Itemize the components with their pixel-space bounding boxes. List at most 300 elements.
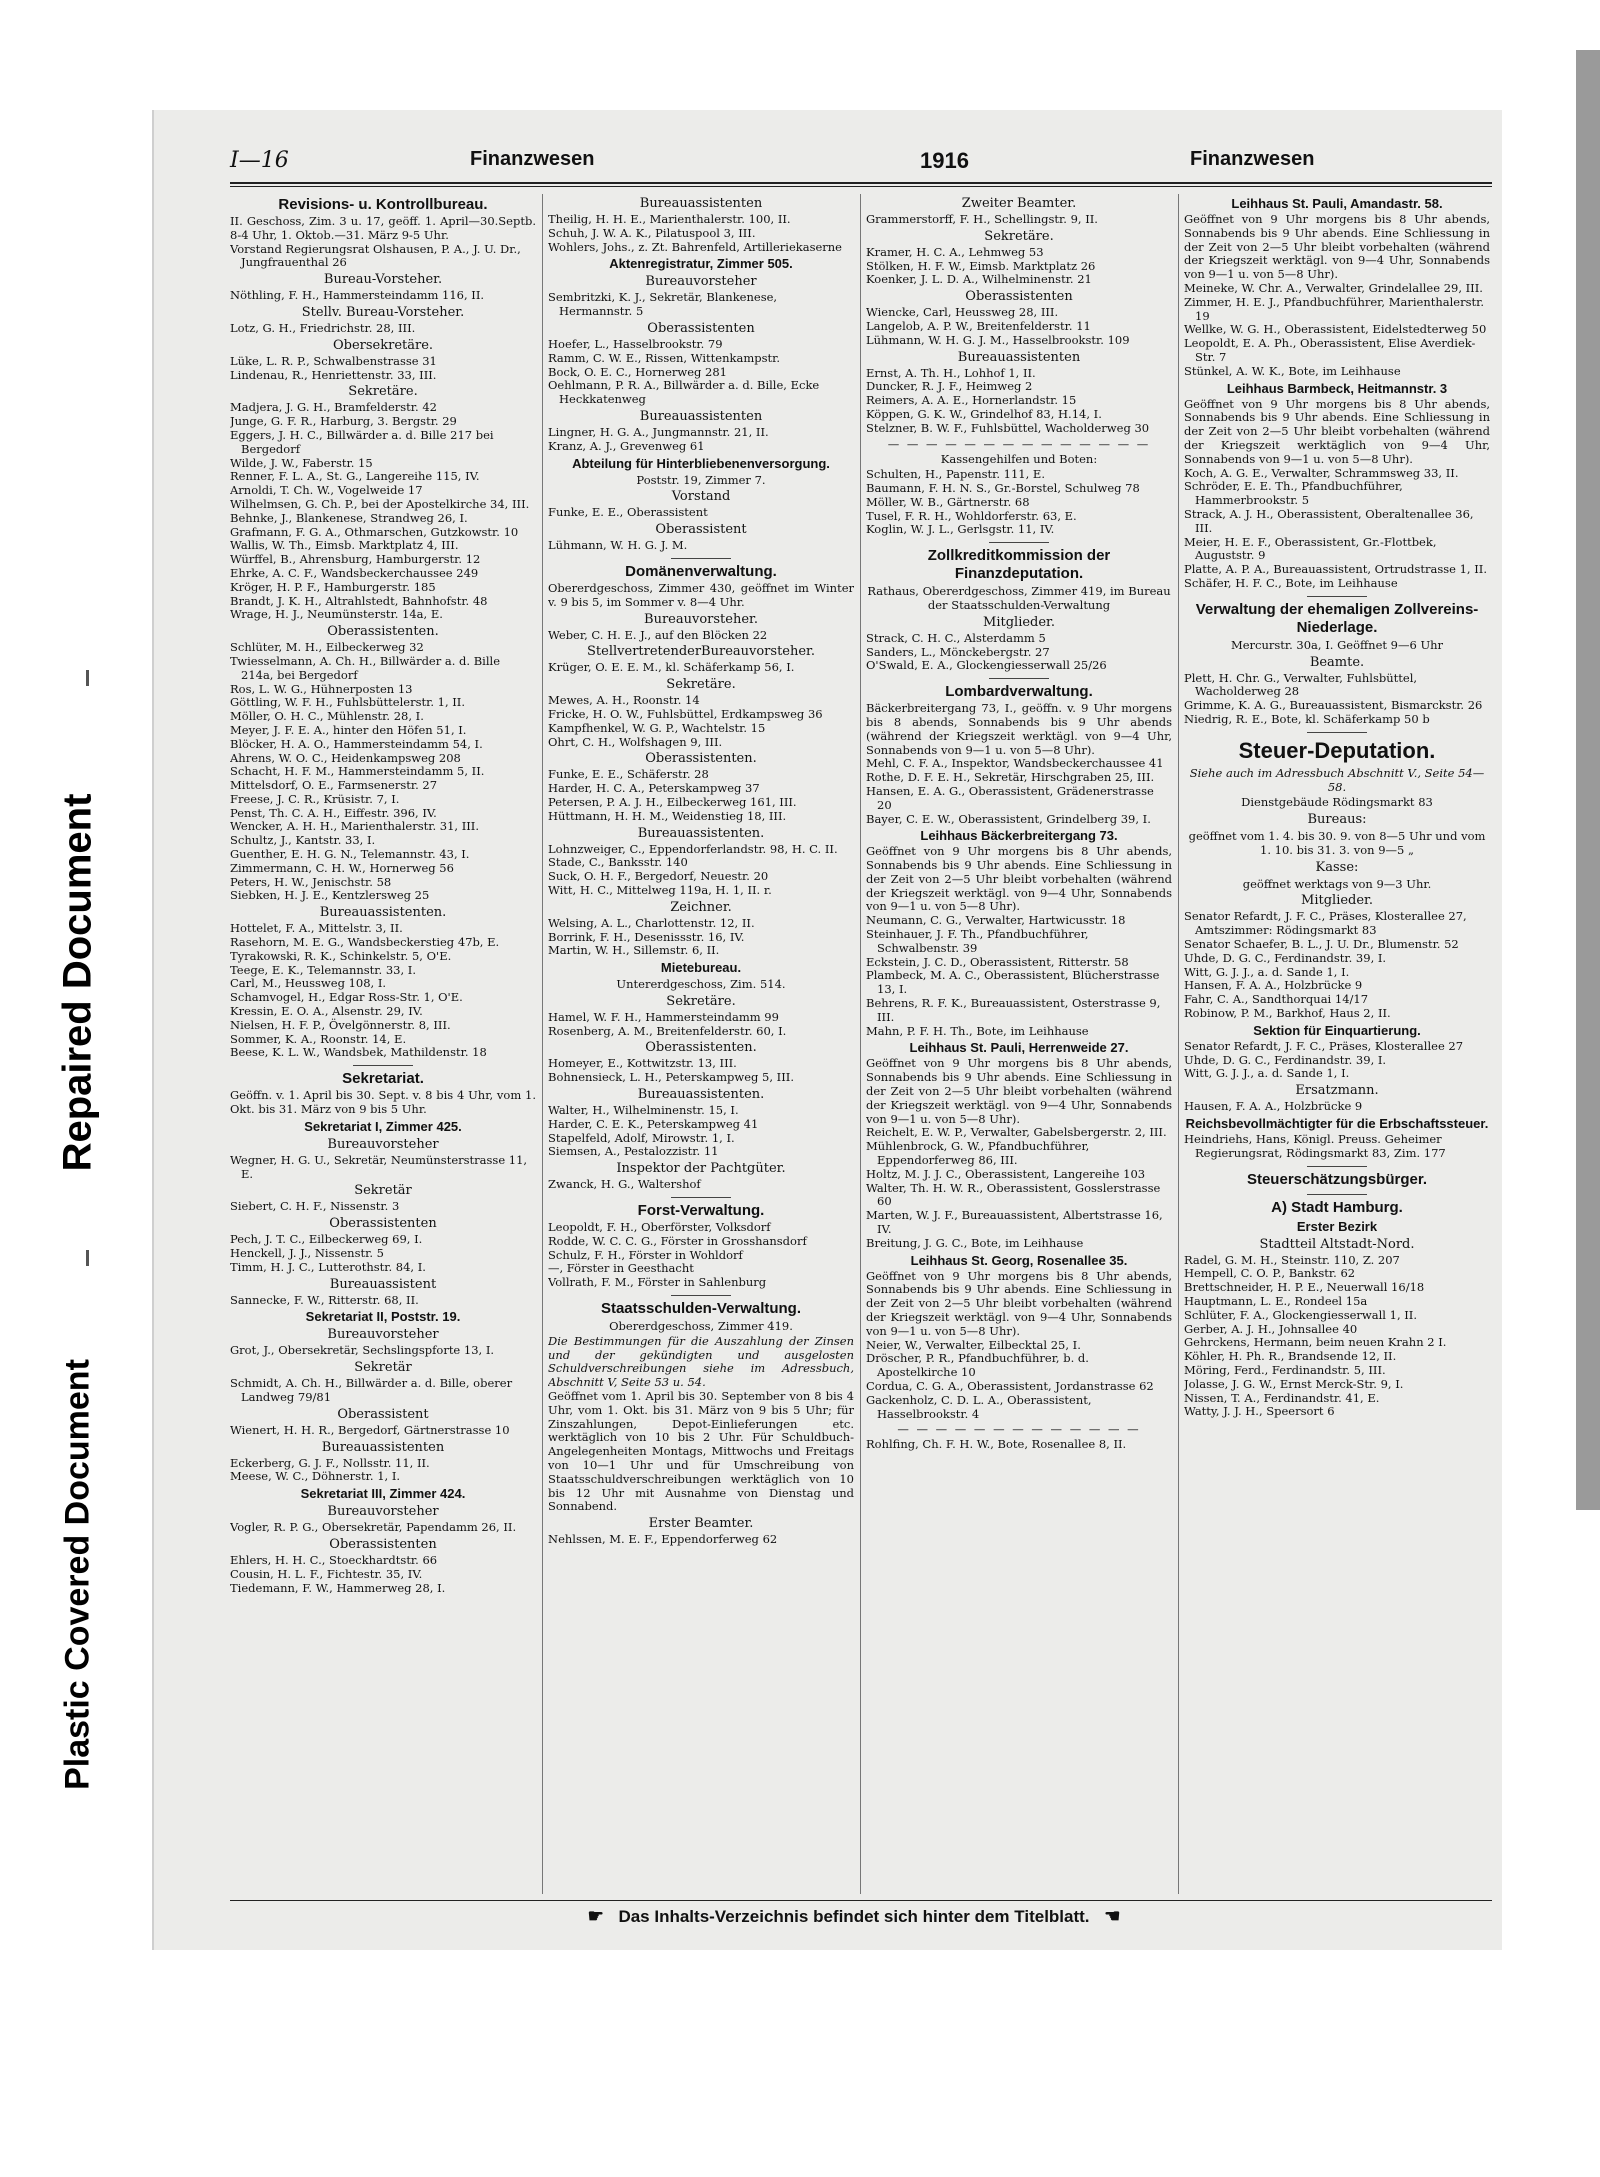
directory-entry: Lindenau, R., Henriettenstr. 33, III.	[230, 367, 437, 382]
section-heading: Zollkreditkommission der Finanzdeputation.	[927, 547, 1111, 583]
directory-entry: Fahr, C. A., Sandthorquai 14/17	[1184, 992, 1369, 1007]
section-heading: Domänenverwaltung.	[625, 562, 777, 580]
directory-entry: Fricke, H. O. W., Fuhlsbüttel, Erdkampsweg 36	[548, 706, 823, 721]
footer-rule	[230, 1900, 1492, 1901]
directory-entry: Kröger, H. P. F., Hamburgerstr. 185	[230, 579, 436, 594]
info-line: Obererdgeschoss, Zimmer 419.	[609, 1319, 793, 1334]
section-divider	[671, 558, 731, 559]
section-divider	[1307, 732, 1367, 733]
directory-entry: Hansen, F. A. A., Holzbrücke 9	[1184, 978, 1363, 993]
role-heading: Bureauvorsteher.	[644, 611, 758, 627]
role-heading: Zeichner.	[670, 899, 732, 915]
directory-entry: Oehlmann, P. R. A., Billwärder a. d. Bille, Ecke Heckkatenweg	[548, 378, 820, 407]
directory-entry: Mittelsdorf, O. E., Farmsenerstr. 27	[230, 778, 438, 793]
directory-entry: Schröder, E. E. Th., Pfandbuchführer, Hammerbrookstr. 5	[1184, 479, 1403, 508]
directory-entry: Hottelet, F. A., Mittelstr. 3, II.	[230, 921, 403, 936]
directory-entry: Platte, A. P. A., Bureauassistent, Ortrudstrasse 1, II.	[1184, 562, 1487, 577]
archive-labels	[0, 0, 150, 2177]
directory-entry: Zimmermann, C. H. W., Hornerweg 56	[230, 860, 454, 875]
notice-text: Geöffnet von 9 Uhr morgens bis 8 Uhr abends, Sonnabends bis 9 Uhr abends. Eine Schliessung in der Zeit von 2—5 Uhr bleibt vorbehalten (während der Kriegszeit werktäglich von 9—4 Uhr, Sonnabends von 9—1 u. von 5—8 Uhr).	[1184, 396, 1490, 466]
directory-entry: Steinhauer, J. F. Th., Pfandbuchführer, Schwalbenstr. 39	[866, 927, 1089, 955]
role-heading: Sekretäre.	[348, 384, 418, 400]
directory-entry: Stelzner, B. W. F., Fuhlsbüttel, Wacholderweg 30	[866, 420, 1150, 435]
role-heading: Stellv. Bureau-Vorsteher.	[301, 304, 465, 320]
directory-entry: Lühmann, W. H. G. J. M., Hasselbrookstr. 109	[866, 332, 1130, 347]
directory-entry: Mehl, C. F. A., Inspektor, Wandsbeckerchaussee 41	[866, 756, 1164, 771]
directory-entry: Möller, W. B., Gärtnerstr. 68	[866, 494, 1030, 509]
directory-entry: Junge, G. F. R., Harburg, 3. Bergstr. 29	[230, 414, 457, 429]
directory-entry: Plambeck, M. A. C., Oberassistent, Blücherstrasse 13, I.	[866, 968, 1160, 997]
directory-entry: Siebken, H. J. E., Kentzlersweg 25	[230, 888, 430, 903]
header-rule-thin	[230, 186, 1492, 187]
directory-entry: Schlüter, F. A., Glockengiesserwall 1, II.	[1184, 1307, 1417, 1322]
notice-text: Geöffnet von 9 Uhr morgens bis 8 Uhr abends, Sonnabends bis 9 Uhr abends. Eine Schliessung in der Zeit von 2—5 Uhr bleibt vorbehalten (während der Kriegszeit werktägl. von 9—4 Uhr, Sonnabends von 9—1 u. von 5—8 Uhr).	[866, 1056, 1172, 1126]
directory-entry: Würffel, B., Ahrensburg, Hamburgerstr. 12	[230, 552, 481, 567]
section-divider	[1307, 1166, 1367, 1167]
directory-entry: Mahn, P. F. H. Th., Bote, im Leihhause	[866, 1023, 1089, 1038]
role-heading: Bureauassistenten.	[637, 825, 765, 841]
notice-text: Geöffnet von 9 Uhr morgens bis 8 Uhr abends, Sonnabends bis 9 Uhr abends. Eine Schliessung in der Zeit von 2—5 Uhr bleibt vorbehalten (während der Kriegszeit werktägl. von 9—4 Uhr, Sonnabends von 9—1 u. von 5—8 Uhr).	[866, 844, 1172, 914]
directory-entry: Senator Refardt, J. F. C., Präses, Klosterallee 27	[1184, 1038, 1464, 1053]
role-heading: Sekretär	[354, 1183, 412, 1199]
directory-entry: Rothe, D. F. E. H., Sekretär, Hirschgraben 25, III.	[866, 770, 1155, 785]
subsection-heading: Leihhaus St. Pauli, Amandastr. 58.	[1231, 196, 1443, 211]
role-heading: Oberassistenten	[329, 1536, 437, 1552]
directory-entry: Weber, C. H. E. J., auf den Blöcken 22	[548, 627, 768, 642]
directory-entry: Tiedemann, F. W., Hammerweg 28, I.	[230, 1580, 446, 1595]
directory-entry: Hüttmann, H. H. M., Weidenstieg 18, III.	[548, 808, 787, 823]
directory-entry: Rohlfing, Ch. F. H. W., Bote, Rosenallee 8, II.	[866, 1437, 1127, 1452]
directory-entry: Reimers, A. A. E., Hornerlandstr. 15	[866, 393, 1077, 408]
directory-entry: Duncker, R. J. F., Heimweg 2	[866, 379, 1033, 394]
directory-entry: Schulz, F. H., Förster in Wohldorf	[548, 1247, 743, 1262]
subsection-heading: Sektion für Einquartierung.	[1253, 1022, 1421, 1038]
directory-entry: Theilig, H. H. E., Marienthalerstr. 100, II.	[548, 212, 791, 226]
subsection-heading: Aktenregistratur, Zimmer 505.	[609, 256, 793, 272]
directory-entry: Freese, J. C. R., Krüsistr. 7, I.	[230, 791, 400, 806]
directory-entry: Gehrckens, Hermann, beim neuen Krahn 2 I.	[1184, 1335, 1447, 1350]
subsection-heading: Leihhaus Bäckerbreitergang 73.	[920, 828, 1118, 844]
notice-text: II. Geschoss, Zim. 3 u. 17, geöff. 1. April—30.Septb. 8-4 Uhr, 1. Oktob.—31. März 9-5 Uhr.	[230, 214, 536, 242]
directory-entry: Lingner, H. G. A., Jungmannstr. 21, II.	[548, 424, 769, 439]
column-4	[1184, 194, 1490, 1894]
directory-entry: Brandt, J. K. H., Altrahlstedt, Bahnhofstr. 48	[230, 593, 488, 608]
directory-entry: Stünkel, A. W. K., Bote, im Leihhause	[1184, 363, 1401, 378]
directory-entry: Holtz, M. J. J. C., Oberassistent, Langereihe 103	[866, 1166, 1146, 1181]
subsection-heading: Leihhaus St. Georg, Rosenallee 35.	[910, 1252, 1128, 1268]
role-heading: Vorstand	[671, 489, 731, 505]
role-heading: Sekretär	[354, 1360, 412, 1376]
running-header	[230, 148, 1480, 182]
pointing-hand-icon: ☛	[587, 1906, 604, 1926]
section-divider	[989, 542, 1049, 543]
directory-entry: Harder, C. E. K., Peterskampweg 41	[548, 1116, 759, 1131]
directory-entry: Ohrt, C. H., Wolfshagen 9, III.	[548, 734, 723, 749]
directory-entry: Dröscher, P. R., Pfandbuchführer, b. d. Apostelkirche 10	[866, 1351, 1089, 1380]
section-title-right: Finanzwesen	[1190, 148, 1315, 170]
directory-page	[152, 110, 1502, 1950]
section-heading: Sekretariat.	[342, 1070, 424, 1088]
directory-entry: Reichelt, E. W. P., Verwalter, Gabelsbergerstr. 2, III.	[866, 1125, 1167, 1140]
directory-entry: Peters, H. W., Jenischstr. 58	[230, 874, 392, 889]
directory-entry: Ehrke, A. C. F., Wandsbeckerchaussee 249	[230, 565, 479, 580]
directory-entry: Uhde, D. G. C., Ferdinandstr. 39, I.	[1184, 950, 1387, 965]
role-heading: Oberassistent	[655, 522, 747, 538]
info-line: geöffnet werktags von 9—3 Uhr.	[1242, 876, 1432, 891]
directory-entry: Zwanck, H. G., Waltershof	[548, 1177, 701, 1192]
directory-entry: Leopoldt, E. A. Ph., Oberassistent, Elise Averdiek-Str. 7	[1184, 336, 1476, 364]
section-divider	[353, 1065, 413, 1066]
role-heading: Mitglieder.	[1301, 893, 1373, 909]
directory-entry: Henckell, J. J., Nissenstr. 5	[230, 1246, 384, 1261]
directory-entry: Wienert, H. H. R., Bergedorf, Gärtnerstrasse 10	[230, 1422, 510, 1437]
scan-edge-strip	[1576, 50, 1600, 1510]
directory-entry: Suck, O. H. F., Bergedorf, Neuestr. 20	[548, 869, 769, 884]
directory-entry: Nöthling, F. H., Hammersteindamm 116, II.	[230, 288, 485, 303]
directory-entry: Witt, G. J. J., a. d. Sande 1, I.	[1184, 964, 1350, 979]
role-heading: Obersekretäre.	[332, 337, 434, 353]
directory-entry: Gackenholz, C. D. L. A., Oberassistent, Hasselbrookstr. 4	[866, 1392, 1092, 1421]
column-3	[866, 194, 1172, 1894]
directory-entry: Neier, W., Verwalter, Eilbecktal 25, I.	[866, 1337, 1081, 1352]
directory-entry: Wiencke, Carl, Heussweg 28, III.	[866, 305, 1059, 320]
role-heading: Zweiter Beamter.	[961, 196, 1077, 211]
directory-entry: Jolasse, J. G. W., Ernst Merck-Str. 9, I.	[1184, 1376, 1404, 1391]
separator: — — — — — — — — — — — — — —	[887, 436, 1151, 451]
directory-entry: Ernst, A. Th. H., Lohhof 1, II.	[866, 365, 1036, 380]
role-heading: Sekretäre.	[666, 993, 736, 1009]
directory-entry: Hoefer, L., Hasselbrookstr. 79	[548, 336, 723, 351]
role-heading: Bureauassistenten	[321, 1439, 445, 1455]
directory-entry: Vogler, R. P. G., Obersekretär, Papendamm 26, II.	[230, 1520, 517, 1535]
directory-entry: Schacht, H. F. M., Hammersteindamm 5, II.	[230, 764, 485, 779]
directory-entry: Lotz, G. H., Friedrichstr. 28, III.	[230, 320, 416, 335]
directory-entry: Gerber, A. J. H., Johnsallee 40	[1184, 1321, 1358, 1336]
subsection-heading: Reichsbevollmächtigter für die Erbschaftssteuer.	[1185, 1116, 1489, 1132]
info-line: Untererdgeschoss, Zim. 514.	[616, 977, 786, 992]
role-heading: Bureauvorsteher	[327, 1504, 439, 1520]
directory-entry: Lüke, L. R. P., Schwalbenstrasse 31	[230, 353, 437, 368]
directory-entry: Möring, Ferd., Ferdinandstr. 5, III.	[1184, 1363, 1386, 1378]
directory-entry: Arnoldi, T. Ch. W., Vogelweide 17	[230, 483, 423, 498]
directory-entry: Meineke, W. Chr. A., Verwalter, Grindelallee 29, III.	[1184, 280, 1483, 295]
directory-entry: Wilde, J. W., Faberstr. 15	[230, 455, 373, 470]
directory-entry: Sanders, L., Mönckebergstr. 27	[866, 644, 1050, 659]
role-heading: Oberassistenten	[329, 1216, 437, 1232]
directory-entry: Koglin, W. J. L., Gerlsgstr. 11, IV.	[866, 522, 1055, 537]
directory-entry: Stölken, H. F. W., Eimsb. Marktplatz 26	[866, 258, 1096, 273]
role-heading: Sekretäre.	[984, 228, 1054, 244]
directory-entry: Stade, C., Banksstr. 140	[548, 855, 688, 870]
directory-entry: Radel, G. M. H., Steinstr. 110, Z. 207	[1184, 1252, 1400, 1267]
directory-entry: Penst, Th. C. A. H., Eiffestr. 396, IV.	[230, 805, 437, 820]
directory-entry: Meier, H. E. F., Oberassistent, Gr.-Flottbek, Auguststr. 9	[1184, 534, 1437, 563]
reference-note: Die Bestimmungen für die Auszahlung der Zinsen und der gekündigten und ausgelosten Schuldverschreibungen siehe im Adressbuch, Abschnitt V, Seite 53 u. 54.	[548, 1333, 854, 1390]
section-heading: Forst-Verwaltung.	[637, 1202, 765, 1220]
directory-entry: Lühmann, W. H. G. J. M.	[548, 538, 688, 553]
directory-entry: Krüger, O. E. E. M., kl. Schäferkamp 56, I.	[548, 660, 795, 675]
column-2	[548, 194, 854, 1894]
directory-entry: Hamel, W. F. H., Hammersteindamm 99	[548, 1009, 779, 1024]
subsection-heading: Leihhaus St. Pauli, Herrenweide 27.	[909, 1040, 1129, 1056]
section-heading: Staatsschulden-Verwaltung.	[600, 1300, 802, 1318]
directory-entry: Stapelfeld, Adolf, Mirowstr. 1, I.	[548, 1130, 735, 1145]
directory-entry: Schulten, H., Papenstr. 111, E.	[866, 467, 1045, 482]
directory-entry: Eggers, J. H. C., Billwärder a. d. Bille 217 bei Bergedorf	[230, 427, 494, 456]
directory-entry: Wellke, W. G. H., Oberassistent, Eidelstedterweg 50	[1184, 322, 1487, 337]
subsection-heading: Sekretariat III, Zimmer 424.	[300, 1486, 466, 1502]
role-heading: Oberassistent	[337, 1406, 429, 1422]
directory-entry: Walter, Th. H. W. R., Oberassistent, Gosslerstrasse 60	[866, 1180, 1161, 1209]
directory-entry: Hempell, C. O. P., Bankstr. 62	[1184, 1266, 1356, 1281]
role-heading: Mitglieder.	[983, 614, 1055, 630]
directory-entry: O'Swald, E. A., Glockengiesserwall 25/26	[866, 658, 1107, 673]
directory-entry: Rosenberg, A. M., Breitenfelderstr. 60, I.	[548, 1023, 787, 1038]
directory-entry: Möller, O. H. C., Mühlenstr. 28, I.	[230, 709, 424, 724]
plastic-covered-label: Plastic Covered Document	[58, 1359, 97, 1790]
directory-entry: Cousin, H. L. F., Fichtestr. 35, IV.	[230, 1566, 423, 1581]
directory-entry: Twiesselmann, A. Ch. H., Billwärder a. d. Bille 214a, bei Bergedorf	[230, 653, 501, 682]
role-heading: Bureauassistenten	[957, 349, 1081, 365]
directory-entry: Sommer, K. A., Roonstr. 14, E.	[230, 1031, 407, 1046]
directory-entry: Siebert, C. H. F., Nissenstr. 3	[230, 1199, 400, 1214]
directory-entry: Ehlers, H. H. C., Stoeckhardtstr. 66	[230, 1552, 438, 1567]
directory-entry: Ros, L. W. G., Hühnerposten 13	[230, 681, 413, 696]
separator: — — — — — — — — — — — — —	[897, 1422, 1141, 1437]
directory-entry: Grimme, K. A. G., Bureauassistent, Bismarckstr. 26	[1184, 698, 1483, 713]
section-heading: Steuerschätzungsbürger.	[1246, 1170, 1428, 1188]
footer-text: Das Inhalts-Verzeichnis befindet sich hinter dem Titelblatt.	[618, 1907, 1090, 1926]
subsection-heading: Mietebureau.	[660, 960, 742, 976]
major-heading: Steuer-Deputation.	[1238, 737, 1436, 763]
directory-entry: Beese, K. L. W., Wandsbek, Mathildenstr. 18	[230, 1045, 487, 1060]
directory-entry: Schuh, J. W. A. K., Pilatuspool 3, III.	[548, 225, 756, 240]
tick-mark	[86, 1250, 89, 1266]
directory-entry: Blöcker, H. A. O., Hammersteindamm 54, I.	[230, 736, 483, 751]
directory-entry: Strack, A. J. H., Oberassistent, Oberaltenallee 36, III.	[1184, 506, 1474, 535]
role-heading: Oberassistenten	[965, 289, 1073, 305]
page-number: I—16	[230, 148, 289, 173]
info-line: Poststr. 19, Zimmer 7.	[636, 472, 766, 487]
subsection-heading: Leihhaus Barmbeck, Heitmannstr. 3	[1226, 380, 1448, 396]
directory-entry: Rasehorn, M. E. G., Wandsbeckerstieg 47b, E.	[230, 935, 500, 950]
directory-entry: Bohnensieck, L. H., Peterskampweg 5, III.	[548, 1070, 794, 1085]
directory-entry: Teege, E. K., Telemannstr. 33, I.	[230, 962, 416, 977]
directory-entry: Plett, H. Chr. G., Verwalter, Fuhlsbüttel, Wacholderweg 28	[1184, 670, 1418, 699]
role-heading: Bureauassistenten	[639, 196, 763, 211]
directory-entry: Strack, C. H. C., Alsterdamm 5	[866, 630, 1046, 645]
directory-entry: Rodde, W. C. C. G., Förster in Grosshansdorf	[548, 1233, 807, 1248]
directory-entry: Meyer, J. F. E. A., hinter den Höfen 51, I.	[230, 722, 467, 737]
year: 1916	[920, 148, 969, 173]
role-heading: Bureauvorsteher	[327, 1327, 439, 1343]
column-divider	[860, 194, 861, 1894]
subsection-heading: Erster Bezirk	[1296, 1218, 1378, 1234]
notice-text: Geöffn. v. 1. April bis 30. Sept. v. 8 bis 4 Uhr, vom 1. Okt. bis 31. März von 9 bis 5 Uhr.	[230, 1088, 536, 1117]
directory-entry: Brettschneider, H. P. E., Neuerwall 16/18	[1184, 1280, 1425, 1295]
role-heading: Bureau-Vorsteher.	[323, 272, 443, 288]
directory-entry: Langelob, A. P. W., Breitenfelderstr. 11	[866, 318, 1091, 333]
directory-entry: Wegner, H. G. U., Sekretär, Neumünsterstrasse 11, E.	[230, 1152, 528, 1181]
directory-entry: Bock, O. E. C., Hornerweg 281	[548, 364, 727, 379]
directory-entry: Zimmer, H. E. J., Pfandbuchführer, Marienthalerstr. 19	[1184, 294, 1485, 323]
directory-entry: Renner, F. L. A., St. G., Langereihe 115, IV.	[230, 469, 480, 484]
role-heading: Ersatzmann.	[1295, 1083, 1379, 1099]
directory-entry: Mühlenbrock, G. W., Pfandbuchführer, Eppendorferweg 86, III.	[866, 1139, 1090, 1168]
role-heading: Oberassistenten.	[645, 1040, 757, 1056]
directory-entry: Sannecke, F. W., Ritterstr. 68, II.	[230, 1292, 419, 1307]
directory-entry: Schmidt, A. Ch. H., Billwärder a. d. Bille, oberer Landweg 79/81	[230, 1376, 513, 1404]
directory-entry: Wrage, H. J., Neumünsterstr. 14a, E.	[230, 607, 443, 622]
directory-entry: Borrink, F. H., Desenissstr. 16, IV.	[548, 929, 745, 944]
reference-note: Siehe auch im Adressbuch Abschnitt V., Seite 54—58.	[1189, 765, 1485, 794]
directory-entry: Homeyer, E., Kottwitzstr. 13, III.	[548, 1056, 737, 1071]
directory-entry: Senator Refardt, J. F. C., Präses, Klosterallee 27, Amtszimmer: Rödingsmarkt 83	[1184, 909, 1467, 938]
directory-entry: Schamvogel, H., Edgar Ross-Str. 1, O'E.	[230, 990, 463, 1005]
directory-entry: Kramer, H. C. A., Lehmweg 53	[866, 244, 1044, 259]
section-divider	[989, 678, 1049, 679]
directory-entry: Hausen, F. A. A., Holzbrücke 9	[1184, 1099, 1363, 1114]
subsection-heading: Sekretariat II, Poststr. 19.	[305, 1309, 461, 1325]
info-line: Rathaus, Obererdgeschoss, Zimmer 419, im Bureau der Staatsschulden-Verwaltung	[867, 584, 1171, 612]
directory-entry: Ramm, C. W. E., Rissen, Wittenkampstr.	[548, 350, 780, 365]
notice-text: Geöffnet vom 1. April bis 30. September von 8 bis 4 Uhr, vom 1. Okt. bis 31. März von 9 bis 5 Uhr; für Zinszahlungen, Depot-Einlieferungen etc. werktäglich von 10 bis 2 Uhr. Für Schuldbuch-Angelegenheiten Montags, Mittwochs und Freitags von 10—1 Uhr und für Umschreibung von Staatsschuldverschreibungen werktäglich von 10 bis 12 Uhr mit Ausnahme von Dienstag und Sonnabend.	[548, 1389, 854, 1514]
role-heading: Bureauassistenten	[639, 408, 763, 424]
directory-entry: Heindriehs, Hans, Königl. Preuss. Geheimer Regierungsrat, Rödingsmarkt 83, Zim. 177	[1184, 1132, 1446, 1160]
role-heading: Inspektor der Pachtgüter.	[616, 1161, 786, 1177]
section-heading: Revisions- u. Kontrollbureau.	[278, 196, 488, 213]
directory-entry: Mewes, A. H., Roonstr. 14	[548, 693, 700, 708]
directory-entry: Ahrens, W. O. C., Heidenkampsweg 208	[230, 750, 461, 765]
section-divider	[671, 1197, 731, 1198]
directory-entry: Vollrath, F. M., Förster in Sahlenburg	[548, 1275, 767, 1290]
directory-entry: Grot, J., Obersekretär, Sechslingspforte 13, I.	[230, 1343, 495, 1358]
directory-entry: Lohnzweiger, C., Eppendorferlandstr. 98, H. C. II.	[548, 841, 838, 856]
notice-text: Bäckerbreitergang 73, I., geöffn. v. 9 Uhr morgens bis 8 abends, Sonnabends bis 9 Uhr abends (während der Kriegszeit werktägl. von 9—4 Uhr, Sonnabends von 9—1 u. von 5—8 Uhr).	[866, 701, 1172, 757]
directory-entry: Petersen, P. A. J. H., Eilbeckerweg 161, III.	[548, 794, 797, 809]
directory-entry: Nehlssen, M. E. F., Eppendorferweg 62	[548, 1532, 778, 1547]
notice-text: Geöffnet von 9 Uhr morgens bis 8 Uhr abends, Sonnabends bis 9 Uhr abends. Eine Schliessung in der Zeit von 2—5 Uhr bleibt vorbehalten (während der Kriegszeit werktägl. von 9—4 Uhr, Sonnabends von 9—1 u. von 5—8 Uhr).	[866, 1268, 1172, 1338]
subsection-heading: Abteilung für Hinterbliebenenversorgung.	[572, 455, 830, 471]
directory-entry: Köppen, G. K. W., Grindelhof 83, H.14, I.	[866, 406, 1102, 421]
role-heading: Bureauassistent	[329, 1276, 437, 1292]
directory-entry: Guenther, E. H. G. N., Telemannstr. 43, I.	[230, 847, 470, 862]
directory-entry: Carl, M., Heussweg 108, I.	[230, 976, 387, 991]
directory-entry: Bayer, C. E. W., Oberassistent, Grindelberg 39, I.	[866, 811, 1151, 826]
pointing-hand-icon: ☚	[1104, 1906, 1121, 1926]
directory-entry: Robinow, P. M., Barkhof, Haus 2, II.	[1184, 1006, 1391, 1021]
role-heading: Kasse:	[1315, 859, 1359, 875]
role-heading: Erster Beamter.	[648, 1516, 754, 1532]
directory-entry: Meese, W. C., Döhnerstr. 1, I.	[230, 1469, 401, 1484]
directory-entry: Harder, H. C. A., Peterskampweg 37	[548, 781, 760, 796]
role-heading: Sekretäre.	[666, 677, 736, 693]
directory-entry: Breitung, J. G. C., Bote, im Leihhause	[866, 1235, 1084, 1250]
section-heading: Lombardverwaltung.	[945, 683, 1093, 701]
directory-entry: Kampfhenkel, W. G. P., Wachtelstr. 15	[548, 720, 766, 735]
directory-entry: Tyrakowski, R. K., Schinkelstr. 5, O'E.	[230, 948, 452, 963]
role-heading: Oberassistenten	[647, 320, 755, 336]
directory-entry: Madjera, J. G. H., Bramfelderstr. 42	[230, 400, 437, 415]
info-line: Dienstgebäude Rödingsmarkt 83	[1241, 795, 1433, 810]
section-divider	[1307, 596, 1367, 597]
directory-entry: Nissen, T. A., Ferdinandstr. 41, E.	[1184, 1390, 1380, 1405]
subsection-heading: Sekretariat I, Zimmer 425.	[304, 1118, 462, 1134]
directory-entry: Senator Schaefer, B. L., J. U. Dr., Blumenstr. 52	[1184, 937, 1459, 952]
section-divider	[1307, 1194, 1367, 1195]
info-line: Kassengehilfen und Boten:	[940, 452, 1098, 467]
notice-text: Obererdgeschoss, Zimmer 430, geöffnet im Winter v. 9 bis 5, im Sommer v. 8—4 Uhr.	[548, 580, 854, 609]
role-heading: Bureauvorsteher	[327, 1136, 439, 1152]
section-heading: A) Stadt Hamburg.	[1271, 1198, 1403, 1216]
role-heading: Beamte.	[1309, 654, 1365, 670]
directory-entry: Kranz, A. J., Grevenweg 61	[548, 438, 705, 453]
directory-entry: Behnke, J., Blankenese, Strandweg 26, I.	[230, 510, 468, 525]
directory-entry: Cordua, C. G. A., Oberassistent, Jordanstrasse 62	[866, 1378, 1154, 1393]
directory-entry: Welsing, A. L., Charlottenstr. 12, II.	[548, 915, 755, 930]
role-heading: Bureaus:	[1307, 812, 1367, 828]
role-heading: Bureauassistenten.	[319, 905, 447, 921]
role-heading: Bureauvorsteher	[645, 274, 757, 290]
directory-entry: Schultz, J., Kantstr. 33, I.	[230, 833, 376, 848]
directory-entry: Schlüter, M. H., Eilbeckerweg 32	[230, 640, 424, 655]
role-heading: Oberassistenten.	[327, 624, 439, 640]
directory-entry: Timm, H. J. C., Lutterothstr. 84, I.	[230, 1259, 426, 1274]
role-heading: Oberassistenten.	[645, 751, 757, 767]
directory-entry: Hansen, E. A. G., Oberassistent, Grädenerstrasse 20	[866, 783, 1154, 812]
directory-entry: Köhler, H. Ph. R., Brandsende 12, II.	[1184, 1349, 1397, 1364]
directory-entry: Martin, W. H., Sillemstr. 6, II.	[548, 943, 720, 958]
directory-entry: Eckstein, J. C. D., Oberassistent, Ritterstr. 58	[866, 954, 1129, 969]
directory-entry: —, Förster in Geesthacht	[548, 1261, 694, 1276]
role-heading: Bureauassistenten.	[637, 1087, 765, 1103]
directory-entry: Funke, E. E., Schäferstr. 28	[548, 767, 709, 782]
repaired-document-label: Repaired Document	[55, 793, 100, 1172]
directory-entry: Witt, G. J. J., a. d. Sande 1, I.	[1184, 1066, 1350, 1081]
section-title-left: Finanzwesen	[470, 148, 595, 170]
directory-entry: Hauptmann, L. E., Rondeel 15a	[1184, 1294, 1368, 1309]
directory-entry: Witt, H. C., Mittelweg 119a, H. 1, II. r.	[548, 882, 772, 897]
directory-entry: Wallis, W. Th., Eimsb. Marktplatz 4, III.	[230, 538, 459, 553]
section-heading: Verwaltung der ehemaligen Zollvereins-Niederlage.	[1195, 600, 1479, 636]
directory-entry: Grammerstorff, F. H., Schellingstr. 9, II.	[866, 212, 1098, 226]
directory-entry: Uhde, D. G. C., Ferdinandstr. 39, I.	[1184, 1052, 1387, 1067]
directory-entry: Grafmann, F. G. A., Othmarschen, Gutzkowstr. 10	[230, 524, 519, 539]
directory-entry: Marten, W. J. F., Bureauassistent, Albertstrasse 16, IV.	[866, 1208, 1163, 1237]
column-divider	[542, 194, 543, 1894]
directory-entry: Behrens, R. F. K., Bureauassistent, Osterstrasse 9, III.	[866, 996, 1161, 1024]
section-divider	[671, 1295, 731, 1296]
directory-entry: Koenker, J. L. D. A., Wilhelminenstr. 21	[866, 272, 1092, 287]
tick-mark	[86, 670, 89, 686]
directory-entry: Göttling, W. F. H., Fuhlsbüttelerstr. 1, II.	[230, 695, 466, 710]
directory-entry: Tusel, F. R. H., Wohldorferstr. 63, E.	[866, 508, 1077, 523]
directory-entry: Neumann, C. G., Verwalter, Hartwicusstr. 18	[866, 913, 1126, 928]
directory-entry: Koch, A. G. E., Verwalter, Schrammsweg 33, II.	[1184, 465, 1459, 480]
directory-entry: Wilhelmsen, G. Ch. P., bei der Apostelkirche 34, III.	[230, 496, 530, 511]
directory-entry: Sembritzki, K. J., Sekretär, Blankenese, Hermannstr. 5	[548, 290, 778, 319]
footer-note	[354, 1906, 1354, 1927]
directory-entry: Funke, E. E., Oberassistent	[548, 505, 708, 520]
directory-entry: Niedrig, R. E., Bote, kl. Schäferkamp 50 b	[1184, 711, 1430, 726]
directory-entry: Wohlers, Johs., z. Zt. Bahrenfeld, Artilleriekaserne	[548, 239, 842, 254]
header-rule	[230, 182, 1492, 184]
role-heading: StellvertretenderBureauvorsteher.	[587, 644, 815, 660]
directory-entry: Kressin, E. O. A., Alsenstr. 29, IV.	[230, 1004, 423, 1019]
directory-entry: Eckerberg, G. J. F., Nollsstr. 11, II.	[230, 1455, 430, 1470]
column-1	[230, 194, 536, 1894]
directory-entry: Vorstand Regierungsrat Olshausen, P. A., J. U. Dr., Jungfrauenthal 26	[230, 241, 521, 270]
